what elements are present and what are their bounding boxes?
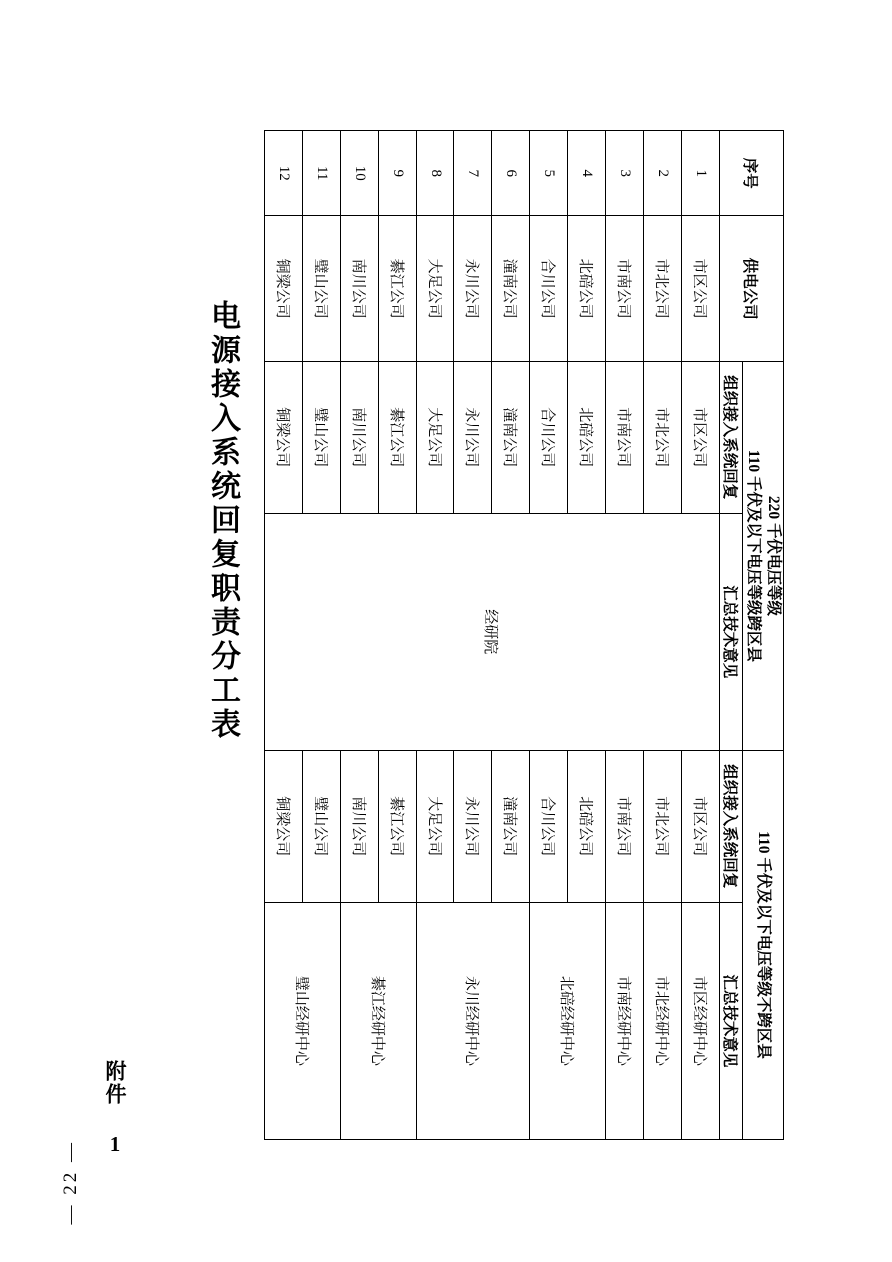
header-group-220-line1: 220 千伏电压等级 (765, 495, 782, 616)
cell-110-org: 南川公司 (340, 750, 378, 902)
header-no: 序号 (719, 131, 783, 216)
table-header-row-1 (742, 131, 783, 1140)
cell-220-org: 北碚公司 (568, 361, 606, 513)
cell-no: 5 (530, 131, 568, 216)
cell-110-tech: 永川经研中心 (416, 902, 530, 1139)
cell-220-tech: 经研院 (265, 513, 720, 750)
responsibility-table (264, 130, 784, 1140)
cell-220-org: 永川公司 (454, 361, 492, 513)
cell-no: 7 (454, 131, 492, 216)
cell-110-org: 市南公司 (606, 750, 644, 902)
header-110-tech: 汇总技术意见 (719, 902, 742, 1139)
header-group-110-line1: 110 千伏及以下电压等级不跨区县 (754, 831, 772, 1059)
cell-110-org: 市北公司 (643, 750, 681, 902)
cell-no: 8 (416, 131, 454, 216)
cell-110-tech: 市北经研中心 (643, 902, 681, 1139)
cell-110-tech: 綦江经研中心 (340, 902, 416, 1139)
cell-220-org: 南川公司 (340, 361, 378, 513)
table-body (265, 131, 720, 1140)
cell-company: 市南公司 (606, 216, 644, 361)
cell-220-org: 大足公司 (416, 361, 454, 513)
cell-220-org: 市区公司 (681, 361, 719, 513)
cell-no: 10 (340, 131, 378, 216)
cell-220-org: 綦江公司 (378, 361, 416, 513)
cell-company: 市区公司 (681, 216, 719, 361)
cell-no: 4 (568, 131, 606, 216)
cell-220-org: 市北公司 (643, 361, 681, 513)
header-220-tech: 汇总技术意见 (719, 513, 742, 750)
cell-220-org: 璧山公司 (302, 361, 340, 513)
cell-110-org: 北碚公司 (568, 750, 606, 902)
cell-no: 9 (378, 131, 416, 216)
cell-220-org: 潼南公司 (492, 361, 530, 513)
attachment-label: 附件 1 (103, 1060, 127, 1158)
cell-company: 綦江公司 (378, 216, 416, 361)
cell-110-tech: 市区经研中心 (681, 902, 719, 1139)
header-group-220-line2: 110 千伏及以下电压等级跨区县 (744, 449, 762, 663)
cell-110-org: 綦江公司 (378, 750, 416, 902)
cell-company: 大足公司 (416, 216, 454, 361)
table-row (681, 131, 719, 1140)
cell-company: 市北公司 (643, 216, 681, 361)
cell-company: 合川公司 (530, 216, 568, 361)
cell-110-org: 永川公司 (454, 750, 492, 902)
cell-110-org: 潼南公司 (492, 750, 530, 902)
header-company: 供电公司 (719, 216, 783, 361)
cell-220-org: 市南公司 (606, 361, 644, 513)
cell-no: 3 (606, 131, 644, 216)
cell-company: 永川公司 (454, 216, 492, 361)
cell-no: 1 (681, 131, 719, 216)
header-110-org: 组织接入系统回复 (719, 750, 742, 902)
header-220-org: 组织接入系统回复 (719, 361, 742, 513)
cell-no: 12 (265, 131, 303, 216)
cell-110-tech: 北碚经研中心 (530, 902, 606, 1139)
cell-company: 铜梁公司 (265, 216, 303, 361)
cell-220-org: 合川公司 (530, 361, 568, 513)
cell-company: 北碚公司 (568, 216, 606, 361)
cell-company: 潼南公司 (492, 216, 530, 361)
cell-no: 6 (492, 131, 530, 216)
header-group-110 (742, 750, 783, 1139)
page-title: 电源接入系统回复职责分工表 (206, 300, 239, 742)
cell-110-org: 合川公司 (530, 750, 568, 902)
cell-no: 2 (643, 131, 681, 216)
page-number: — 22 — (60, 1140, 81, 1225)
cell-110-tech: 璧山经研中心 (265, 902, 341, 1139)
header-group-220 (742, 361, 783, 750)
cell-company: 南川公司 (340, 216, 378, 361)
table-container (264, 130, 784, 1140)
cell-110-org: 铜梁公司 (265, 750, 303, 902)
cell-company: 璧山公司 (302, 216, 340, 361)
cell-no: 11 (302, 131, 340, 216)
cell-110-tech: 市南经研中心 (606, 902, 644, 1139)
cell-220-org: 铜梁公司 (265, 361, 303, 513)
cell-110-org: 市区公司 (681, 750, 719, 902)
cell-110-org: 璧山公司 (302, 750, 340, 902)
cell-110-org: 大足公司 (416, 750, 454, 902)
